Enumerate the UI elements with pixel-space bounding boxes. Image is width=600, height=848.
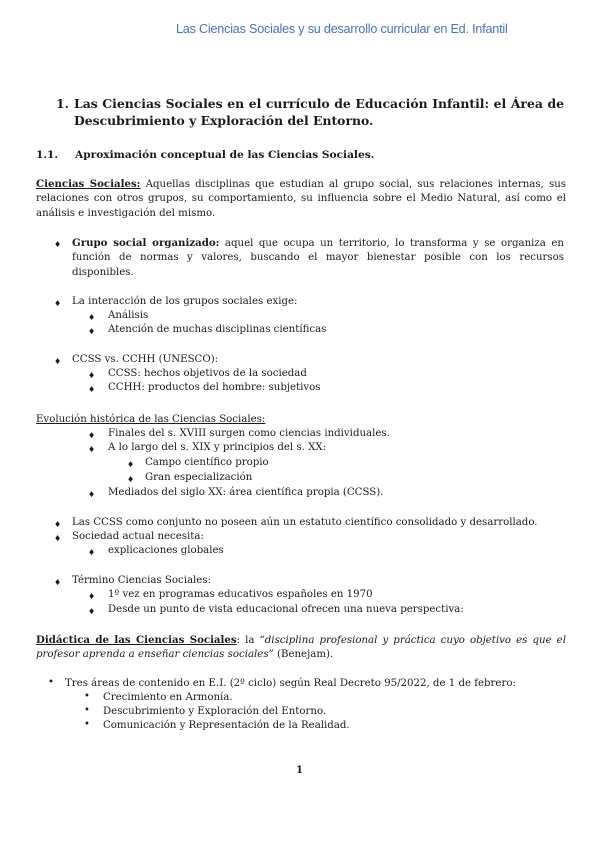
interaccion-item: Atención de muchas disciplinas científicas xyxy=(108,324,327,335)
bullet-icon: ♦ xyxy=(54,240,62,249)
ccss-item: CCSS: hechos objetivos de la sociedad xyxy=(108,368,307,379)
bullet-icon: ♦ xyxy=(88,592,96,601)
interaccion-label: La interacción de los grupos sociales exige: xyxy=(72,296,298,307)
bullet-dot-icon: • xyxy=(84,705,90,716)
bullet-icon: ♦ xyxy=(88,327,96,336)
definition-text: Aquellas disciplinas que estudian al grupo social, sus relaciones internas, sus relaciones con otros grupos, su comportamiento, su influencia sobre el Medio Natural, así como el análisis e investigación del mismo. xyxy=(36,179,566,219)
section-1-title: Las Ciencias Sociales en el currículo de Educación Infantil: el Área de Descubrimiento y Exploración del Entorno. xyxy=(74,96,564,128)
termino-label: Término Ciencias Sociales: xyxy=(72,575,211,586)
definition-term: Ciencias Sociales: xyxy=(36,178,141,190)
conjunto-item: Las CCSS como conjunto no poseen aún un estatuto científico consolidado y desarrollado. xyxy=(72,517,538,528)
bullet-icon: ♦ xyxy=(88,548,96,557)
bullet-icon: ♦ xyxy=(54,534,62,543)
definition-paragraph xyxy=(36,177,566,221)
grupo-social-text: aquel que ocupa un territorio, lo transforma y se organiza en función de normas y valores, buscando el mayor bienestar posible con los recursos disponibles. xyxy=(72,238,564,278)
didactica-pre: : la xyxy=(236,635,260,646)
ccss-label: CCSS vs. CCHH (UNESCO): xyxy=(72,354,219,365)
bullet-dot-icon: • xyxy=(48,677,54,688)
bullet-icon: ♦ xyxy=(54,299,62,308)
evolucion-item: Mediados del siglo XX: área científica propia (CCSS). xyxy=(108,487,384,498)
areas-item: Descubrimiento y Exploración del Entorno. xyxy=(103,706,327,717)
conjunto-item: Sociedad actual necesita: xyxy=(72,531,204,542)
bullet-icon: ♦ xyxy=(88,371,96,380)
bullet-dot-icon: • xyxy=(84,719,90,730)
evolucion-subitem: Campo científico propio xyxy=(145,457,269,468)
termino-item: 1º vez en programas educativos españoles en 1970 xyxy=(108,589,373,600)
bullet-icon: ♦ xyxy=(88,445,96,454)
grupo-social-paragraph xyxy=(72,236,564,280)
running-header: Las Ciencias Sociales y su desarrollo curricular en Ed. Infantil xyxy=(176,22,508,36)
termino-item: Desde un punto de vista educacional ofrecen una nueva perspectiva: xyxy=(108,604,464,615)
areas-item: Crecimiento en Armonía. xyxy=(103,692,233,703)
bullet-dot-icon: • xyxy=(84,691,90,702)
evolucion-item: Finales del s. XVIII surgen como ciencias individuales. xyxy=(108,428,390,439)
section-1-1-number: 1.1. xyxy=(36,149,59,161)
interaccion-item: Análisis xyxy=(108,310,149,321)
evolucion-subitem: Gran especialización xyxy=(145,472,253,483)
areas-item: Comunicación y Representación de la Realidad. xyxy=(103,720,350,731)
section-1-1-title: Aproximación conceptual de las Ciencias Sociales. xyxy=(75,149,375,161)
didactica-quote: “disciplina profesional y práctica cuyo objetivo es que el profesor aprenda a enseñar ciencias sociales” xyxy=(36,635,566,661)
evolucion-heading: Evolución histórica de las Ciencias Sociales: xyxy=(36,414,266,425)
bullet-icon: ♦ xyxy=(88,607,96,616)
areas-label: Tres áreas de contenido en E.I. (2º ciclo) según Real Decreto 95/2022, de 1 de febrero: xyxy=(65,678,516,689)
bullet-icon: ♦ xyxy=(88,431,96,440)
conjunto-subitem: explicaciones globales xyxy=(108,545,224,556)
didactica-term: Didáctica de las Ciencias Sociales xyxy=(36,634,237,646)
bullet-icon: ♦ xyxy=(54,520,62,529)
bullet-icon: ♦ xyxy=(54,578,62,587)
bullet-icon: ♦ xyxy=(88,490,96,499)
bullet-icon: ♦ xyxy=(127,460,135,469)
bullet-icon: ♦ xyxy=(88,385,96,394)
bullet-icon: ♦ xyxy=(127,475,135,484)
bullet-icon: ♦ xyxy=(88,313,96,322)
didactica-post: (Benejam). xyxy=(273,649,334,661)
bullet-icon: ♦ xyxy=(54,357,62,366)
page-number: 1 xyxy=(296,765,303,776)
section-1-number: 1. xyxy=(56,96,69,111)
didactica-paragraph xyxy=(36,633,566,663)
grupo-social-term: Grupo social organizado: xyxy=(72,237,220,249)
evolucion-item: A lo largo del s. XIX y principios del s. XX: xyxy=(108,442,327,453)
ccss-item: CCHH: productos del hombre: subjetivos xyxy=(108,382,321,393)
